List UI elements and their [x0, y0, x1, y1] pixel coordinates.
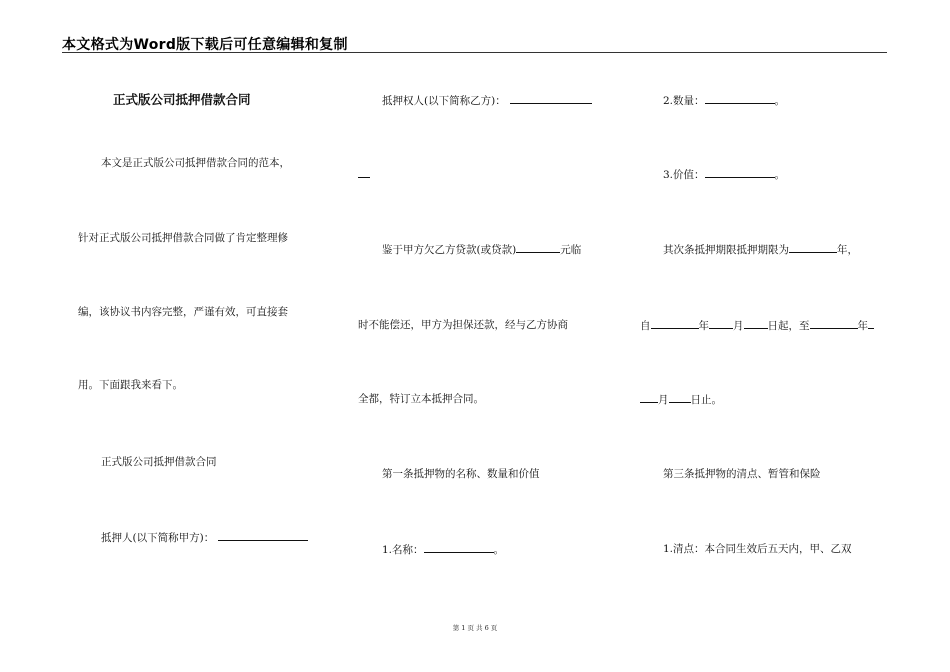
page-number: 第 1 页 共 6 页 [452, 624, 498, 632]
item-quantity-period: 。 [774, 95, 786, 107]
intro-line-3: 编，该协议书内容完整，严谨有效，可直接套 [78, 306, 288, 318]
paragraph-1-start: 鉴于甲方欠乙方贷款(或贷款) [382, 244, 517, 256]
item-value-blank [705, 167, 775, 178]
paragraph-1-line-3: 全都，特订立本抵押合同。 [358, 393, 484, 405]
item-name-label: 1.名称： [382, 544, 424, 556]
start-year-unit: 年 [698, 320, 709, 332]
end-day-blank [669, 392, 691, 403]
loan-amount-blank [516, 242, 560, 253]
start-month-blank [709, 318, 733, 329]
item-value-label: 3.价值： [663, 169, 705, 181]
article-1-title: 第一条抵押物的名称、数量和价值 [382, 468, 540, 480]
intro-line-1: 本文是正式版公司抵押借款合同的范本， [101, 157, 290, 169]
paragraph-1-end: 元临 [560, 244, 582, 256]
contract-subtitle: 正式版公司抵押借款合同 [101, 456, 217, 468]
intro-line-2: 针对正式版公司抵押借款合同做了肯定整理修 [78, 232, 288, 244]
paragraph-1-line-1 [382, 242, 581, 257]
start-year-blank [651, 318, 699, 329]
end-month-unit: 月 [658, 394, 669, 406]
item-quantity-line [663, 93, 785, 108]
document-header-title: 本文格式为Word版下载后可任意编辑和复制 [62, 37, 348, 53]
item-name-period: 。 [493, 544, 505, 556]
intro-line-4: 用。下面跟我来看下。 [78, 379, 183, 391]
item-name-line [382, 542, 504, 557]
term-dates-line-1 [640, 318, 874, 333]
item-name-blank [424, 542, 494, 553]
article-3-title: 第三条抵押物的清点、暂管和保险 [663, 468, 821, 480]
party-a-label: 抵押人(以下简称甲方)： [101, 532, 215, 544]
from-label: 自 [640, 320, 651, 332]
article-2-title: 其次条抵押期限抵押期限为 [663, 244, 789, 256]
item-quantity-label: 2.数量： [663, 95, 705, 107]
party-a-blank [218, 530, 308, 541]
start-month-unit: 月 [733, 320, 744, 332]
term-years-unit: 年， [837, 244, 858, 256]
term-years-blank [789, 242, 837, 253]
party-b-blank-continued [358, 167, 370, 178]
party-b-blank [510, 93, 592, 104]
header-divider [62, 52, 887, 53]
party-b-continuation [358, 167, 370, 182]
end-year-blank [810, 318, 858, 329]
start-day-blank [744, 318, 768, 329]
end-year-unit: 年 [857, 320, 868, 332]
term-dates-line-2 [640, 392, 722, 407]
item-value-line [663, 167, 785, 182]
end-month-blank [640, 392, 658, 403]
article-2-line-1 [663, 242, 858, 257]
item-quantity-blank [705, 93, 775, 104]
contract-title: 正式版公司抵押借款合同 [113, 92, 251, 107]
party-a-line [101, 530, 308, 545]
party-b-label: 抵押权人(以下简称乙方)： [382, 95, 506, 107]
item-value-period: 。 [774, 169, 786, 181]
start-day-unit: 日起，至 [767, 320, 810, 332]
end-year-trailing-blank [868, 318, 874, 329]
party-b-line [382, 93, 592, 108]
clause-1-line: 1.清点：本合同生效后五天内，甲、乙双 [663, 543, 852, 555]
end-day-unit: 日止。 [690, 394, 722, 406]
paragraph-1-line-2: 时不能偿还，甲方为担保还款，经与乙方协商 [358, 319, 568, 331]
